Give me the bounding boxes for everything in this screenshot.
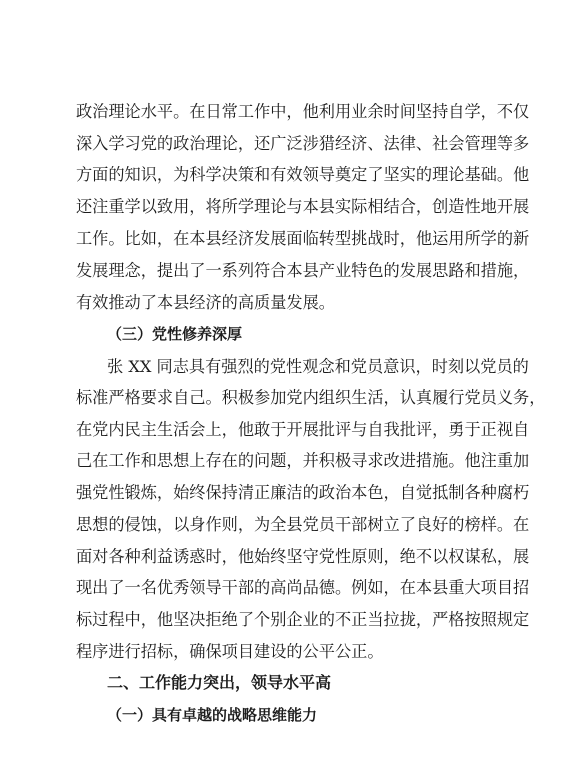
paragraph-line: 有效推动了本县经济的高质量发展。 xyxy=(76,293,335,312)
paragraph-line: 工作。比如，在本县经济发展面临转型挑战时，他运用所学的新 xyxy=(76,229,530,248)
paragraph-line: 面对各种利益诱惑时，他始终坚守党性原则，绝不以权谋私，展 xyxy=(76,547,530,566)
paragraph-line: 方面的知识，为科学决策和有效领导奠定了坚实的理论基础。他 xyxy=(76,165,530,184)
paragraph-line: 思想的侵蚀，以身作则，为全县党员干部树立了良好的榜样。在 xyxy=(76,515,530,534)
paragraph-line: 政治理论水平。在日常工作中，他利用业余时间坚持自学，不仅 xyxy=(76,102,530,121)
paragraph-line: 己在工作和思想上存在的问题，并积极寻求改进措施。他注重加 xyxy=(76,451,530,470)
paragraph-line: 程序进行招标，确保项目建设的公平公正。 xyxy=(76,642,384,661)
paragraph-line: 在党内民主生活会上，他敢于开展批评与自我批评，勇于正视自 xyxy=(76,420,530,439)
paragraph-line: 标准严格要求自己。积极参加党内组织生活，认真履行党员义务， xyxy=(76,388,546,407)
subsection-heading-strategic-thinking: （一）具有卓越的战略思维能力 xyxy=(107,706,318,724)
paragraph-line: 现出了一名优秀领导干部的高尚品德。例如，在本县重大项目招 xyxy=(76,578,530,597)
paragraph-line: 发展理念，提出了一系列符合本县产业特色的发展思路和措施， xyxy=(76,261,530,280)
paragraph-line: 还注重学以致用，将所学理论与本县实际相结合，创造性地开展 xyxy=(76,197,530,216)
paragraph-line: 强党性锻炼，始终保持清正廉洁的政治本色，自觉抵制各种腐朽 xyxy=(76,483,530,502)
section-heading: 二、工作能力突出，领导水平高 xyxy=(107,673,332,692)
paragraph-line: 标过程中，他坚决拒绝了个别企业的不正当拉拢，严格按照规定 xyxy=(76,610,530,629)
subsection-heading-party-spirit: （三）党性修养深厚 xyxy=(107,325,243,343)
paragraph-line: 深入学习党的政治理论，还广泛涉猎经济、法律、社会管理等多 xyxy=(76,134,530,153)
paragraph-line: 张 XX 同志具有强烈的党性观念和党员意识，时刻以党员的 xyxy=(107,357,529,376)
